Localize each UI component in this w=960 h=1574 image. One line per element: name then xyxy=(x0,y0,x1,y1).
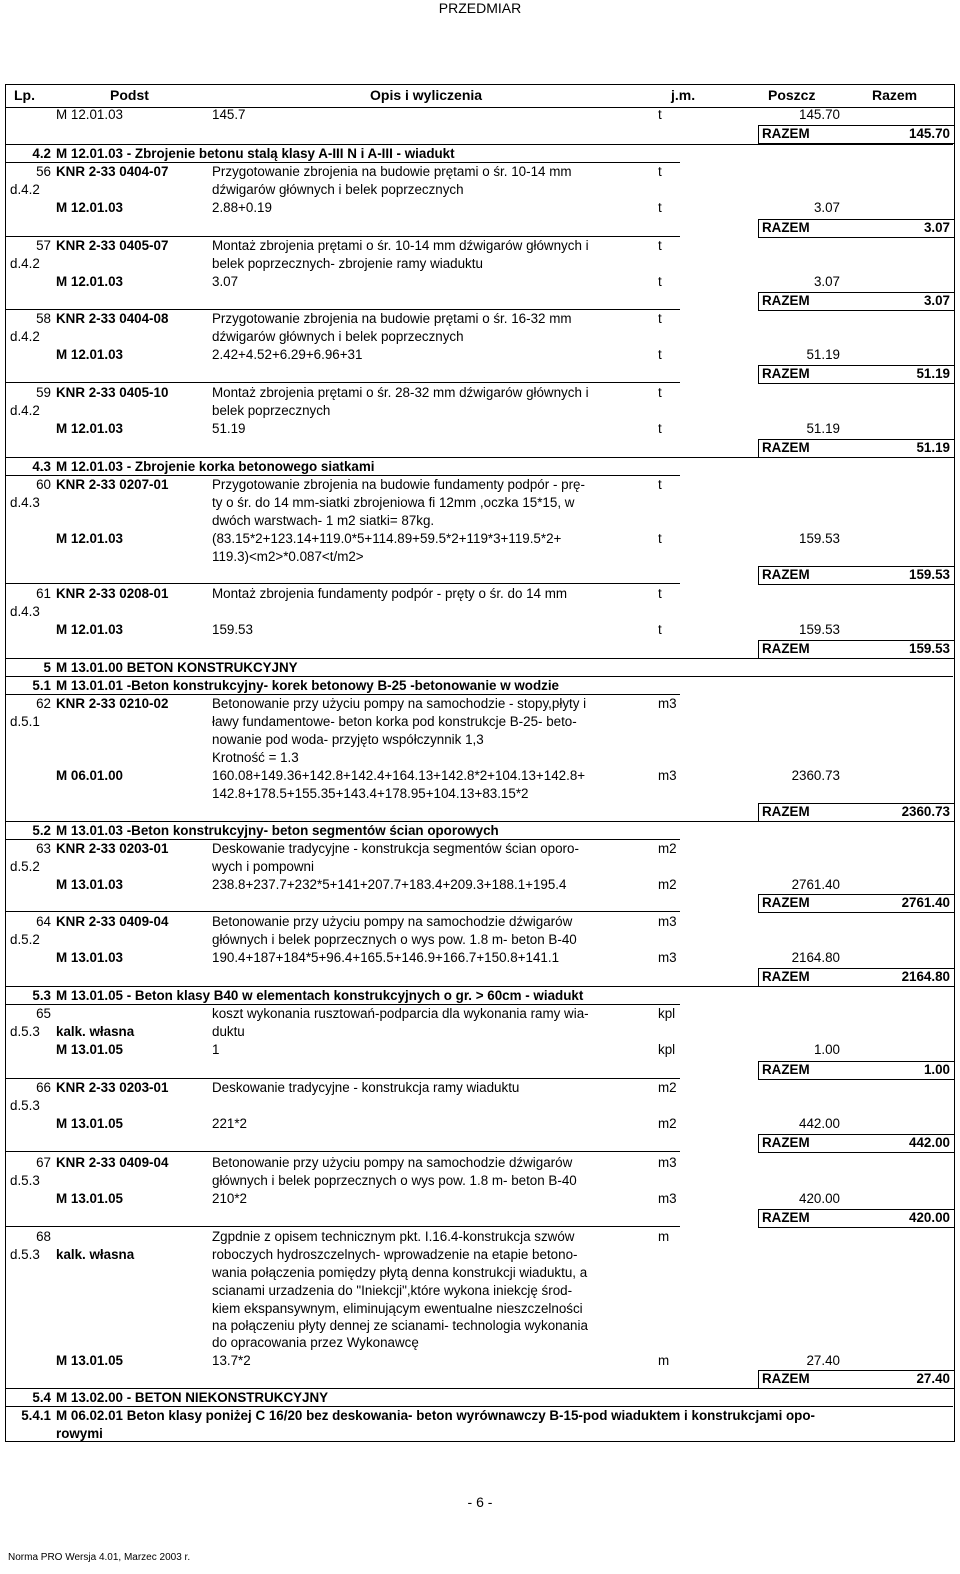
item-jm: t xyxy=(658,164,662,179)
razem-label: RAZEM xyxy=(762,293,810,308)
item-number: 58 xyxy=(36,311,51,326)
item-jm: t xyxy=(658,347,662,362)
razem-value: 1.00 xyxy=(923,1062,950,1077)
item-jm: t xyxy=(658,477,662,492)
item-jm: m3 xyxy=(658,914,677,929)
item-desc: scianami urzadzenia do "Iniekcji",które wykona iniekcję środ- xyxy=(212,1283,573,1298)
item-knr: KNR 2-33 0203-01 xyxy=(56,1080,169,1095)
item-desc: Montaż zbrojenia fundamenty podpór - pręty o śr. do 14 mm xyxy=(212,586,568,601)
section-lp: 5.3 xyxy=(32,988,51,1003)
item-desc: dźwigarów głównych i belek poprzecznych xyxy=(212,182,464,197)
item-knr: KNR 2-33 0409-04 xyxy=(56,914,169,929)
item-calc: 190.4+187+184*5+96.4+165.5+146.9+166.7+150.8+141.1 xyxy=(212,950,560,965)
item-poszcz: 51.19 xyxy=(806,347,840,362)
item-jm: kpl xyxy=(658,1006,676,1021)
section-title: M 13.01.01 -Beton konstrukcyjny- korek betonowy B-25 -betonowanie w wodzie xyxy=(56,678,559,693)
item-desc: Zgpdnie z opisem technicznym pkt. I.16.4-konstrukcja szwów xyxy=(212,1229,575,1244)
section-title: M 12.01.03 - Zbrojenie betonu stalą klasy A-III N i A-III - wiadukt xyxy=(56,146,455,161)
divider xyxy=(5,1226,680,1227)
item-jm: m2 xyxy=(658,877,677,892)
razem-label: RAZEM xyxy=(762,567,810,582)
item-desc: Betonowanie przy użyciu pompy na samochodzie dźwigarów xyxy=(212,1155,573,1170)
item-d: d.4.2 xyxy=(10,182,40,197)
item-jm: m3 xyxy=(658,950,677,965)
razem-value: 3.07 xyxy=(923,293,950,308)
item-desc: Montaż zbrojenia prętami o śr. 28-32 mm dźwigarów głównych i xyxy=(212,385,589,400)
item-d: d.5.1 xyxy=(10,714,40,729)
razem-label: RAZEM xyxy=(762,220,810,235)
item-m: M 12.01.03 xyxy=(56,274,123,289)
section-lp: 5.4 xyxy=(32,1390,51,1405)
divider xyxy=(5,382,680,383)
item-m: M 06.01.00 xyxy=(56,768,123,783)
divider xyxy=(5,1151,680,1152)
item-poszcz: 442.00 xyxy=(799,1116,840,1131)
item-number: 59 xyxy=(36,385,51,400)
item-m: M 12.01.03 xyxy=(56,622,123,637)
razem-value: 2761.40 xyxy=(901,895,950,910)
section-lp: 4.2 xyxy=(32,146,51,161)
item-d: d.4.3 xyxy=(10,604,40,619)
razem-label: RAZEM xyxy=(762,126,810,141)
item-desc: dźwigarów głównych i belek poprzecznych xyxy=(212,329,464,344)
item-number: 61 xyxy=(36,586,51,601)
item-d: d.5.3 xyxy=(10,1098,40,1113)
page-title: PRZEDMIAR xyxy=(438,0,522,16)
item-desc: głównych i belek poprzecznych o wys pow. 1.8 m- beton B-40 xyxy=(212,932,577,947)
razem-label: RAZEM xyxy=(762,969,810,984)
item-calc: (83.15*2+123.14+119.0*5+114.89+59.5*2+119*3+119.5*2+ xyxy=(212,531,562,546)
razem-label: RAZEM xyxy=(762,440,810,455)
divider xyxy=(5,911,680,912)
item-jm: kpl xyxy=(658,1042,676,1057)
item-desc: nowanie pod woda- przyjęto współczynnik 1,3 xyxy=(212,732,484,747)
section-lp: 4.3 xyxy=(32,459,51,474)
item-m: M 13.01.05 xyxy=(56,1191,123,1206)
item-desc: Przygotowanie zbrojenia na budowie fundamenty podpór - prę- xyxy=(212,477,585,492)
item-calc: 142.8+178.5+155.35+143.4+178.95+104.13+83.15*2 xyxy=(212,786,529,801)
item-number: 67 xyxy=(36,1155,51,1170)
razem-value: 3.07 xyxy=(923,220,950,235)
item-knr: kalk. własna xyxy=(56,1247,135,1262)
top-poszcz: 145.70 xyxy=(799,107,840,122)
item-desc: Deskowanie tradycyjne - konstrukcja ramy wiaduktu xyxy=(212,1080,520,1095)
item-desc: wania połączenia pomiędzy płytą denna konstrukcji wiaduktu, a xyxy=(212,1265,588,1280)
item-calc: 3.07 xyxy=(212,274,239,289)
razem-label: RAZEM xyxy=(762,1371,810,1386)
item-desc: Betonowanie przy użyciu pompy na samochodzie dźwigarów xyxy=(212,914,573,929)
item-d: d.5.2 xyxy=(10,932,40,947)
item-poszcz: 2164.80 xyxy=(791,950,840,965)
item-poszcz: 159.53 xyxy=(799,531,840,546)
item-calc: 159.53 xyxy=(212,622,253,637)
razem-value: 420.00 xyxy=(909,1210,950,1225)
item-jm: t xyxy=(658,586,662,601)
item-desc: roboczych hydroszczelnych- wprowadzenie na etapie betono- xyxy=(212,1247,578,1262)
item-knr: KNR 2-33 0405-10 xyxy=(56,385,169,400)
item-desc: belek poprzecznych xyxy=(212,403,331,418)
item-jm: m3 xyxy=(658,768,677,783)
item-jm: t xyxy=(658,421,662,436)
item-calc: 119.3)<m2>*0.087<t/m2> xyxy=(212,549,364,564)
item-m: M 13.01.03 xyxy=(56,950,123,965)
section-lp: 5.2 xyxy=(32,823,51,838)
item-calc: 51.19 xyxy=(212,421,246,436)
item-m: M 12.01.03 xyxy=(56,421,123,436)
item-calc: 210*2 xyxy=(212,1191,248,1206)
razem-value: 442.00 xyxy=(909,1135,950,1150)
item-m: M 12.01.03 xyxy=(56,347,123,362)
item-knr: KNR 2-33 0210-02 xyxy=(56,696,169,711)
item-desc: Przygotowanie zbrojenia na budowie prętami o śr. 10-14 mm xyxy=(212,164,572,179)
item-knr: KNR 2-33 0404-08 xyxy=(56,311,169,326)
item-jm: t xyxy=(658,274,662,289)
section-lp: 5 xyxy=(43,660,51,675)
razem-label: RAZEM xyxy=(762,366,810,381)
item-desc: ławy fundamentowe- beton korka pod konstrukcje B-25- beto- xyxy=(212,714,577,729)
razem-value: 27.40 xyxy=(916,1371,950,1386)
item-knr: KNR 2-33 0405-07 xyxy=(56,238,169,253)
header-jm: j.m. xyxy=(671,87,696,103)
item-m: M 13.01.05 xyxy=(56,1042,123,1057)
header-podst: Podst xyxy=(110,87,149,103)
item-d: d.4.2 xyxy=(10,256,40,271)
item-number: 57 xyxy=(36,238,51,253)
top-podst: M 12.01.03 xyxy=(56,107,123,122)
item-desc: ty o śr. do 14 mm-siatki zbrojeniowa fi 12mm ,oczka 15*15, w xyxy=(212,495,575,510)
section-title: M 13.01.03 -Beton konstrukcyjny- beton segmentów ścian oporowych xyxy=(56,823,499,838)
item-jm: t xyxy=(658,311,662,326)
item-d: d.5.3 xyxy=(10,1247,40,1262)
razem-label: RAZEM xyxy=(762,641,810,656)
section-lp: 5.1 xyxy=(32,678,51,693)
page-number: - 6 - xyxy=(467,1494,493,1510)
item-knr: KNR 2-33 0409-04 xyxy=(56,1155,169,1170)
item-jm: m3 xyxy=(658,1155,677,1170)
section-title: M 06.02.01 Beton klasy poniżej C 16/20 bez deskowania- beton wyrównawczy B-15-pod wiaduktem i konstrukcjami opo- xyxy=(56,1408,816,1423)
section-title: M 13.02.00 - BETON NIEKONSTRUKCYJNY xyxy=(56,1390,329,1405)
item-calc: 160.08+149.36+142.8+142.4+164.13+142.8*2+104.13+142.8+ xyxy=(212,768,586,783)
top-calc: 145.7 xyxy=(212,107,246,122)
item-desc: Betonowanie przy użyciu pompy na samochodzie - stopy,płyty i xyxy=(212,696,587,711)
item-desc: koszt wykonania rusztowań-podparcia dla wykonania ramy wia- xyxy=(212,1006,589,1021)
razem-label: RAZEM xyxy=(762,1135,810,1150)
item-number: 65 xyxy=(36,1006,51,1021)
item-desc: duktu xyxy=(212,1024,245,1039)
item-d: d.4.2 xyxy=(10,403,40,418)
item-d: d.4.2 xyxy=(10,329,40,344)
section-title: M 13.01.05 - Beton klasy B40 w elementach konstrukcyjnych o gr. > 60cm - wiadukt xyxy=(56,988,584,1003)
item-desc: kiem ekspansywnym, eliminującym ewentualne nieszczelności xyxy=(212,1301,583,1316)
item-number: 60 xyxy=(36,477,51,492)
item-calc: 13.7*2 xyxy=(212,1353,251,1368)
item-number: 63 xyxy=(36,841,51,856)
item-knr: kalk. własna xyxy=(56,1024,135,1039)
item-calc: 221*2 xyxy=(212,1116,248,1131)
item-knr: KNR 2-33 0208-01 xyxy=(56,586,169,601)
item-poszcz: 420.00 xyxy=(799,1191,840,1206)
item-desc: Deskowanie tradycyjne - konstrukcja segmentów ścian oporo- xyxy=(212,841,579,856)
item-jm: t xyxy=(658,238,662,253)
item-poszcz: 159.53 xyxy=(799,622,840,637)
item-jm: m xyxy=(658,1353,670,1368)
item-calc: 238.8+237.7+232*5+141+207.7+183.4+209.3+188.1+195.4 xyxy=(212,877,567,892)
item-calc: 2.88+0.19 xyxy=(212,200,272,215)
item-poszcz: 2360.73 xyxy=(791,768,840,783)
item-m: M 13.01.05 xyxy=(56,1353,123,1368)
divider xyxy=(5,583,680,584)
razem-value: 51.19 xyxy=(916,366,950,381)
item-jm: m2 xyxy=(658,1080,677,1095)
item-poszcz: 1.00 xyxy=(813,1042,840,1057)
item-number: 68 xyxy=(36,1229,51,1244)
item-m: M 12.01.03 xyxy=(56,531,123,546)
item-number: 56 xyxy=(36,164,51,179)
item-number: 64 xyxy=(36,914,51,929)
header-razem: Razem xyxy=(872,87,918,103)
section-title-continued: rowymi xyxy=(56,1426,103,1441)
item-d: d.5.3 xyxy=(10,1173,40,1188)
razem-label: RAZEM xyxy=(762,1210,810,1225)
item-poszcz: 51.19 xyxy=(806,421,840,436)
item-calc: 1 xyxy=(212,1042,220,1057)
item-desc: do opracowania przez Wykonawcę xyxy=(212,1335,419,1350)
item-number: 62 xyxy=(36,696,51,711)
item-desc: na połączeniu płyty dennej ze scianami- technologia wykonania xyxy=(212,1318,588,1333)
item-poszcz: 2761.40 xyxy=(791,877,840,892)
item-jm: m2 xyxy=(658,1116,677,1131)
item-jm: m3 xyxy=(658,1191,677,1206)
header-poszcz: Poszcz xyxy=(768,87,816,103)
item-desc: wych i pompowni xyxy=(212,859,314,874)
item-knr: KNR 2-33 0404-07 xyxy=(56,164,169,179)
item-desc: Krotność = 1.3 xyxy=(212,750,299,765)
razem-value: 145.70 xyxy=(909,126,950,141)
item-jm: m3 xyxy=(658,696,677,711)
item-poszcz: 3.07 xyxy=(813,274,840,289)
item-desc: Przygotowanie zbrojenia na budowie prętami o śr. 16-32 mm xyxy=(212,311,572,326)
razem-label: RAZEM xyxy=(762,804,810,819)
item-d: d.5.3 xyxy=(10,1024,40,1039)
item-knr: KNR 2-33 0207-01 xyxy=(56,477,169,492)
item-jm: t xyxy=(658,531,662,546)
header-lp: Lp. xyxy=(14,87,35,103)
item-m: M 13.01.03 xyxy=(56,877,123,892)
top-jm: t xyxy=(658,107,662,122)
razem-value: 159.53 xyxy=(909,567,950,582)
item-m: M 12.01.03 xyxy=(56,200,123,215)
razem-label: RAZEM xyxy=(762,1062,810,1077)
item-desc: Montaż zbrojenia prętami o śr. 10-14 mm dźwigarów głównych i xyxy=(212,238,589,253)
razem-value: 2164.80 xyxy=(901,969,950,984)
section-lp: 5.4.1 xyxy=(21,1408,51,1423)
item-knr: KNR 2-33 0203-01 xyxy=(56,841,169,856)
section-title: M 12.01.03 - Zbrojenie korka betonowego siatkami xyxy=(56,459,375,474)
item-poszcz: 27.40 xyxy=(806,1353,840,1368)
item-desc: głównych i belek poprzecznych o wys pow. 1.8 m- beton B-40 xyxy=(212,1173,577,1188)
item-jm: m xyxy=(658,1229,670,1244)
item-desc: belek poprzecznych- zbrojenie ramy wiaduktu xyxy=(212,256,483,271)
item-jm: m2 xyxy=(658,841,677,856)
section-title: M 13.01.00 BETON KONSTRUKCYJNY xyxy=(56,660,298,675)
item-desc: dwóch warstwach- 1 m2 siatki= 87kg. xyxy=(212,513,435,528)
item-d: d.4.3 xyxy=(10,495,40,510)
item-calc: 2.42+4.52+6.29+6.96+31 xyxy=(212,347,363,362)
header-opis: Opis i wyliczenia xyxy=(370,87,483,103)
item-d: d.5.2 xyxy=(10,859,40,874)
razem-value: 159.53 xyxy=(909,641,950,656)
table-header xyxy=(5,84,955,108)
footer: Norma PRO Wersja 4.01, Marzec 2003 r. xyxy=(8,1552,191,1563)
item-poszcz: 3.07 xyxy=(813,200,840,215)
item-jm: t xyxy=(658,622,662,637)
razem-value: 51.19 xyxy=(916,440,950,455)
item-jm: t xyxy=(658,200,662,215)
razem-label: RAZEM xyxy=(762,895,810,910)
item-m: M 13.01.05 xyxy=(56,1116,123,1131)
item-number: 66 xyxy=(36,1080,51,1095)
item-jm: t xyxy=(658,385,662,400)
razem-value: 2360.73 xyxy=(901,804,950,819)
